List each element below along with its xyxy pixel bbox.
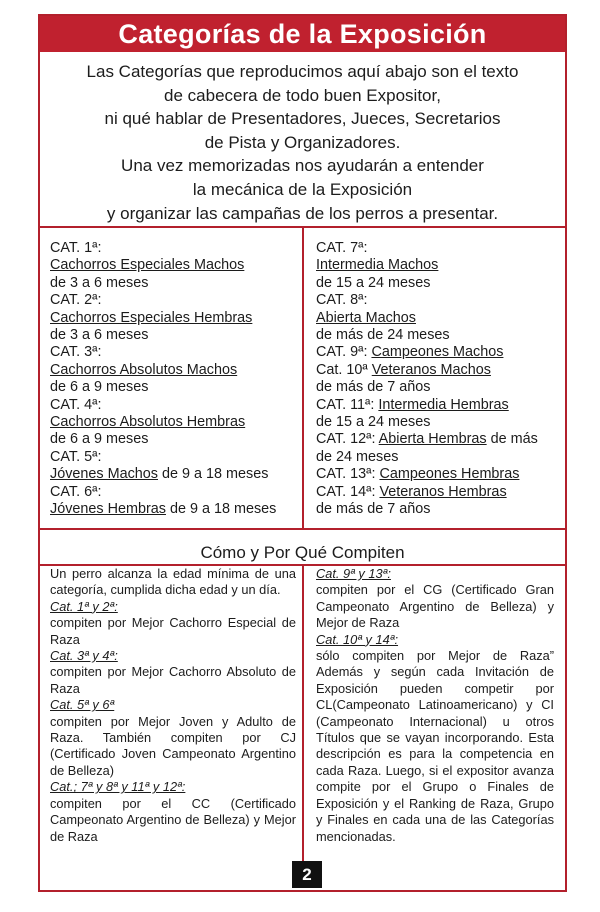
compete-heading: Cat. 3ª y 4ª: xyxy=(50,648,118,664)
category-name: Cachorros Absolutos Machos xyxy=(50,361,238,378)
category-age: de más de 7 años xyxy=(316,379,431,396)
compete-heading: Cat. 1ª y 2ª: xyxy=(50,598,118,614)
category-name: Cachorros Absolutos Hembras xyxy=(50,414,246,431)
intro-line: y organizar las campañas de los perros a presentar. xyxy=(106,203,499,223)
compete-paragraph: compiten por Mejor Joven y Adulto de Raza. También compiten por CJ (Certificado Joven Campeonato Argentino de Belleza) xyxy=(50,713,296,778)
category-name: Campeones Machos xyxy=(371,344,504,361)
divider-middle xyxy=(40,528,565,530)
categories-left-column xyxy=(50,240,276,519)
page-frame xyxy=(38,14,567,892)
category-age: de 6 a 9 meses xyxy=(50,379,149,396)
category-name: Campeones Hembras xyxy=(379,466,520,483)
category-name: Intermedia Machos xyxy=(316,257,439,274)
category-age: de más de 24 meses xyxy=(316,327,450,344)
category-label: CAT. 13ª: xyxy=(316,466,380,483)
category-line xyxy=(316,344,538,361)
intro-line: Las Categorías que reproducimos aquí abajo son el texto xyxy=(86,62,519,81)
category-name: Jóvenes Hembras xyxy=(50,501,166,518)
category-age: de más de 7 años xyxy=(316,501,431,518)
category-name: Abierta Machos xyxy=(316,309,416,326)
category-line xyxy=(316,484,538,501)
category-label: CAT. 1ª: xyxy=(50,240,102,256)
compete-paragraph: Un perro alcanza la edad mínima de una categoría, cumplida dicha edad y un día. xyxy=(50,566,296,598)
category-label: Cat. 10ª xyxy=(316,361,372,378)
intro-paragraph xyxy=(40,60,565,225)
category-name: Abierta Hembras xyxy=(378,431,487,448)
category-age: de 3 a 6 meses xyxy=(50,327,149,344)
page-title: Categorías de la Exposición xyxy=(40,16,565,52)
category-label: CAT. 14ª: xyxy=(316,483,380,500)
category-name: Veteranos Machos xyxy=(371,361,491,378)
compete-paragraph: compiten por Mejor Cachorro Absoluto de Raza xyxy=(50,664,296,696)
category-line xyxy=(50,466,276,483)
category-label: CAT. 11ª: xyxy=(316,396,379,413)
compete-left-column xyxy=(50,566,296,845)
compete-heading: Cat. 10ª y 14ª: xyxy=(316,631,399,647)
intro-line: de Pista y Organizadores. xyxy=(204,132,401,152)
compete-paragraph: compiten por el CC (Certificado Campeonato Argentino de Belleza) y Mejor de Raza xyxy=(50,795,296,844)
categories-right-column xyxy=(316,240,538,519)
category-age: de 15 a 24 meses xyxy=(316,274,431,291)
category-label: CAT. 9ª: xyxy=(316,344,372,361)
category-label: CAT. 3ª: xyxy=(50,344,102,361)
category-name: Veteranos Hembras xyxy=(379,483,507,500)
page-number: 2 xyxy=(292,861,322,888)
category-line xyxy=(50,501,276,518)
compete-paragraph: compiten por Mejor Cachorro Especial de Raza xyxy=(50,615,296,647)
intro-line: Una vez memorizadas nos ayudarán a entender xyxy=(121,156,484,176)
category-age: de 24 meses xyxy=(316,448,399,465)
category-line xyxy=(316,362,538,379)
category-name: Jóvenes Machos xyxy=(50,466,158,483)
category-age: de 6 a 9 meses xyxy=(50,431,149,448)
category-label: CAT. 8ª: xyxy=(316,292,368,309)
category-age: de 9 a 18 meses xyxy=(165,501,277,518)
category-name: Intermedia Hembras xyxy=(378,396,509,413)
intro-line: ni qué hablar de Presentadores, Jueces, Secretarios xyxy=(104,109,501,129)
category-line xyxy=(316,431,538,448)
category-label: CAT. 12ª: xyxy=(316,431,379,448)
compete-paragraph: compiten por el CG (Certificado Gran Campeonato Argentino de Belleza) y Mejor de Raza xyxy=(316,582,554,631)
category-line xyxy=(316,466,538,483)
divider-categories-vertical xyxy=(302,226,304,528)
category-name: Cachorros Especiales Machos xyxy=(50,257,245,274)
intro-line: la mecánica de la Exposición xyxy=(192,179,413,199)
compete-heading: Cat. 9ª y 13ª: xyxy=(316,566,391,581)
category-age: de 15 a 24 meses xyxy=(316,414,431,431)
compete-heading: Cat. 5ª y 6ª xyxy=(50,697,115,713)
compete-heading: Cat.; 7ª y 8ª y 11ª y 12ª: xyxy=(50,779,186,795)
category-name: Cachorros Especiales Hembras xyxy=(50,309,253,326)
category-label: CAT. 7ª: xyxy=(316,240,368,256)
category-label: CAT. 5ª: xyxy=(50,448,102,465)
divider-compete-vertical xyxy=(302,564,304,864)
category-label: CAT. 2ª: xyxy=(50,292,102,309)
compete-paragraph: sólo compiten por Mejor de Raza” Además y según cada Invitación de Exposición pueden competir por CL(Campeonato Latinoamericano) y CI (Campeonato Internacional) u otros Títulos que se vayan incorporando. Esta descripción es para la competencia en cada Raza. Luego, si el expositor avanza compite por el Grupo o Finales de Exposición y el Ranking de Raza, Grupo y Finales en cada una de las Categorías mencionadas. xyxy=(316,648,554,844)
category-line xyxy=(316,397,538,414)
category-age: de 3 a 6 meses xyxy=(50,274,149,291)
compete-right-column xyxy=(316,566,554,845)
intro-line: de cabecera de todo buen Expositor, xyxy=(164,85,441,105)
category-label: CAT. 4ª: xyxy=(50,396,102,413)
category-suffix: de más xyxy=(486,431,538,448)
category-age: de 9 a 18 meses xyxy=(158,466,269,483)
section-title: Cómo y Por Qué Compiten xyxy=(200,543,405,562)
category-label: CAT. 6ª: xyxy=(50,483,102,500)
